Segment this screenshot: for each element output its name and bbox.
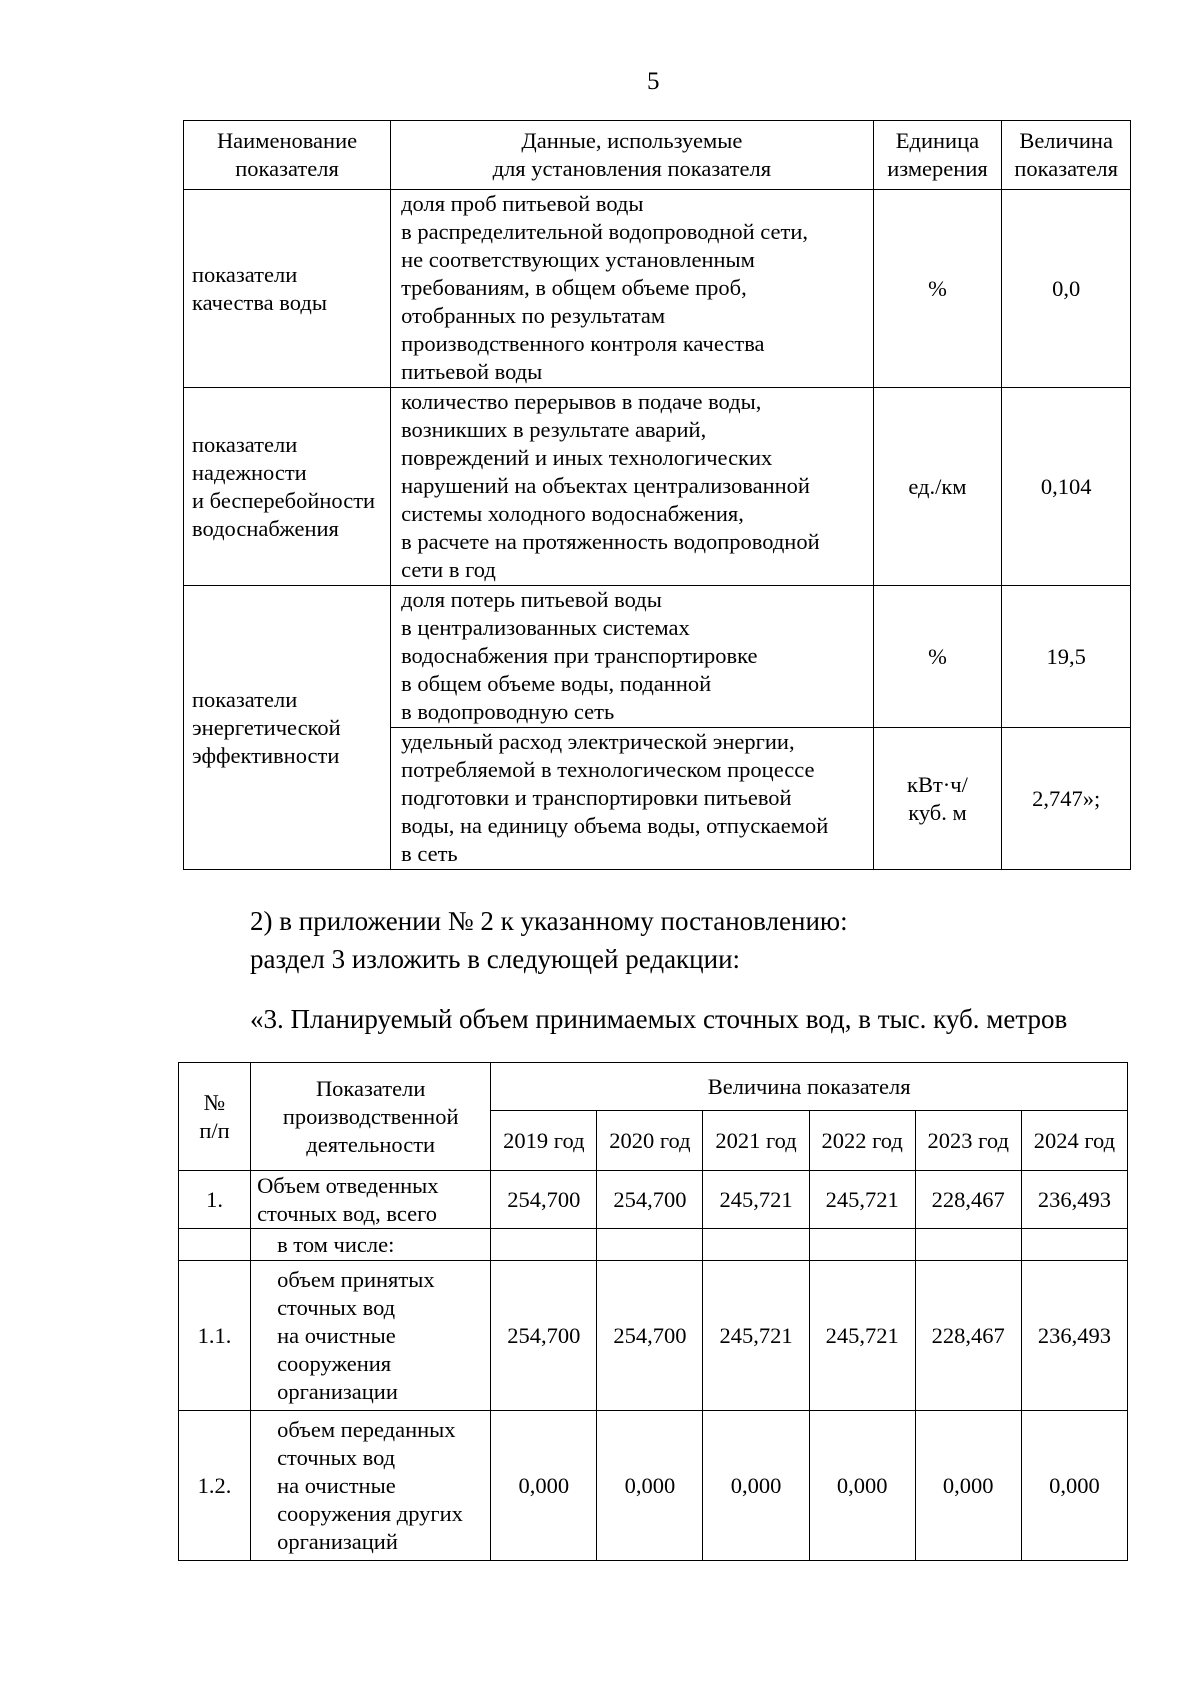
header-year: 2021 год (703, 1111, 809, 1171)
header-unit (873, 121, 1002, 190)
value-cell (915, 1229, 1021, 1261)
cell-line: на очистные (277, 1322, 396, 1348)
cell-line: подготовки и транспортировки питьевой (401, 785, 792, 810)
cell-line: водоснабжения (192, 515, 339, 541)
header-text: показателя (1014, 156, 1118, 181)
cell-line: доля потерь питьевой воды (401, 587, 662, 612)
value-cell: 0,000 (809, 1411, 915, 1561)
cell-line: в централизованных системах (401, 615, 690, 640)
cell-line: Объем отведенных (257, 1172, 439, 1198)
cell-line: в расчете на протяженность водопроводной (401, 529, 820, 554)
cell-line: % (928, 275, 947, 301)
row-label (251, 1411, 491, 1561)
cell-line: организации (277, 1378, 398, 1404)
cell-line: организаций (277, 1528, 398, 1554)
value-cell: 245,721 (703, 1171, 809, 1229)
section-title: «3. Планируемый объем принимаемых сточных вод, в тыс. куб. метров (250, 1004, 1068, 1034)
wastewater-volume-table (178, 1062, 1128, 1561)
cell-line: ед./км (908, 473, 967, 499)
header-text: деятельности (306, 1131, 436, 1157)
table-row (184, 190, 1131, 388)
cell-line: количество перерывов в подаче воды, (401, 389, 762, 414)
indicator-value-cell: 0,104 (1002, 388, 1131, 586)
cell-line: отобранных по результатам (401, 303, 666, 328)
indicator-name-cell (184, 388, 391, 586)
cell-line: потребляемой в технологическом процессе (401, 757, 815, 782)
indicator-data-cell (391, 586, 874, 728)
cell-line: требованиям, в общем объеме проб, (401, 275, 747, 300)
value-cell: 236,493 (1021, 1261, 1127, 1411)
cell-line: объем переданных (277, 1416, 456, 1442)
cell-line: возникших в результате аварий, (401, 417, 707, 442)
value-cell: 0,000 (703, 1411, 809, 1561)
header-year: 2024 год (1021, 1111, 1127, 1171)
cell-line: в распределительной водопроводной сети, (401, 219, 809, 244)
header-year: 2023 год (915, 1111, 1021, 1171)
cell-line: % (928, 643, 947, 669)
cell-line: водоснабжения при транспортировке (401, 643, 758, 668)
indicator-data-cell (391, 190, 874, 388)
header-value-group: Величина показателя (491, 1063, 1128, 1111)
header-text: Показатели (315, 1075, 426, 1101)
row-number: 1.1. (179, 1261, 251, 1411)
table-row (179, 1171, 1128, 1229)
cell-line: сточных вод (277, 1444, 396, 1470)
value-cell (703, 1229, 809, 1261)
cell-line: и бесперебойности (192, 487, 376, 513)
cell-line: удельный расход электрической энергии, (401, 729, 795, 754)
indicator-unit-cell (873, 190, 1002, 388)
value-cell: 245,721 (703, 1261, 809, 1411)
row-number: 1.2. (179, 1411, 251, 1561)
value-cell: 254,700 (597, 1261, 703, 1411)
cell-line: не соответствующих установленным (401, 247, 755, 272)
indicator-unit-cell (873, 586, 1002, 728)
page-number: 5 (647, 68, 660, 95)
cell-line: качества воды (192, 289, 327, 315)
indicator-value-cell: 0,0 (1002, 190, 1131, 388)
table-row (179, 1229, 1128, 1261)
volume-header-row (179, 1063, 1128, 1111)
cell-line: сточных вод (277, 1294, 396, 1320)
value-cell (1021, 1229, 1127, 1261)
header-text: Данные, используемые (521, 128, 743, 153)
cell-line: системы холодного водоснабжения, (401, 501, 744, 526)
cell-line: куб. м (908, 799, 967, 825)
cell-line: надежности (192, 459, 307, 485)
cell-line: объем принятых (277, 1266, 435, 1292)
value-cell (491, 1229, 597, 1261)
header-text: производственной (282, 1103, 459, 1129)
value-cell (809, 1229, 915, 1261)
cell-line: нарушений на объектах централизованной (401, 473, 810, 498)
amendment-line: раздел 3 изложить в следующей редакции: (250, 944, 741, 974)
indicators-header-row (184, 121, 1131, 190)
indicator-value-cell: 2,747»; (1002, 728, 1131, 870)
indicator-value-cell: 19,5 (1002, 586, 1131, 728)
value-cell: 0,000 (1021, 1411, 1127, 1561)
indicator-unit-cell (873, 728, 1002, 870)
header-text: для установления показателя (492, 156, 772, 181)
indicator-data-cell (391, 388, 874, 586)
header-data (391, 121, 874, 190)
value-cell: 236,493 (1021, 1171, 1127, 1229)
cell-line: в сеть (401, 841, 458, 866)
header-text: показателя (235, 156, 339, 181)
row-number (179, 1229, 251, 1261)
cell-line: показатели (192, 686, 298, 712)
table-row (184, 388, 1131, 586)
header-name (184, 121, 391, 190)
indicators-table (183, 120, 1131, 870)
header-text: Наименование (216, 128, 358, 153)
cell-line: сооружения (277, 1350, 392, 1376)
table-row (184, 586, 1131, 728)
cell-line: производственного контроля качества (401, 331, 765, 356)
indicator-name-cell (184, 586, 391, 870)
value-cell: 245,721 (809, 1261, 915, 1411)
header-text: п/п (199, 1117, 230, 1143)
indicator-unit-cell (873, 388, 1002, 586)
value-cell: 254,700 (491, 1171, 597, 1229)
header-year: 2019 год (491, 1111, 597, 1171)
cell-line: энергетической (192, 714, 341, 740)
row-label (251, 1229, 491, 1261)
header-text: измерения (887, 156, 988, 181)
row-label (251, 1261, 491, 1411)
cell-line: сети в год (401, 557, 496, 582)
amendment-line: 2) в приложении № 2 к указанному постановлению: (250, 906, 848, 936)
value-cell: 228,467 (915, 1171, 1021, 1229)
cell-line: показатели (192, 431, 298, 457)
value-cell (597, 1229, 703, 1261)
header-value (1002, 121, 1131, 190)
cell-line: воды, на единицу объема воды, отпускаемой (401, 813, 829, 838)
cell-line: в водопроводную сеть (401, 699, 615, 724)
cell-line: в том числе: (277, 1231, 395, 1257)
header-text: № (203, 1089, 226, 1115)
header-year: 2022 год (809, 1111, 915, 1171)
value-cell: 0,000 (915, 1411, 1021, 1561)
value-cell: 254,700 (597, 1171, 703, 1229)
row-label (251, 1171, 491, 1229)
table-row (179, 1411, 1128, 1561)
header-indicator (251, 1063, 491, 1171)
value-cell: 0,000 (491, 1411, 597, 1561)
value-cell: 0,000 (597, 1411, 703, 1561)
indicator-name-cell (184, 190, 391, 388)
cell-line: показатели (192, 261, 298, 287)
header-num (179, 1063, 251, 1171)
cell-line: кВт·ч/ (907, 771, 968, 797)
row-number: 1. (179, 1171, 251, 1229)
cell-line: питьевой воды (401, 359, 543, 384)
header-text: Величина (1019, 128, 1113, 153)
cell-line: на очистные (277, 1472, 396, 1498)
cell-line: сточных вод, всего (257, 1200, 438, 1226)
cell-line: доля проб питьевой воды (401, 191, 644, 216)
value-cell: 245,721 (809, 1171, 915, 1229)
value-cell: 254,700 (491, 1261, 597, 1411)
header-text: Единица (895, 128, 980, 153)
value-cell: 228,467 (915, 1261, 1021, 1411)
table-row (179, 1261, 1128, 1411)
cell-line: сооружения других (277, 1500, 463, 1526)
indicator-data-cell (391, 728, 874, 870)
cell-line: эффективности (192, 742, 340, 768)
header-year: 2020 год (597, 1111, 703, 1171)
cell-line: в общем объеме воды, поданной (401, 671, 712, 696)
cell-line: повреждений и иных технологических (401, 445, 773, 470)
